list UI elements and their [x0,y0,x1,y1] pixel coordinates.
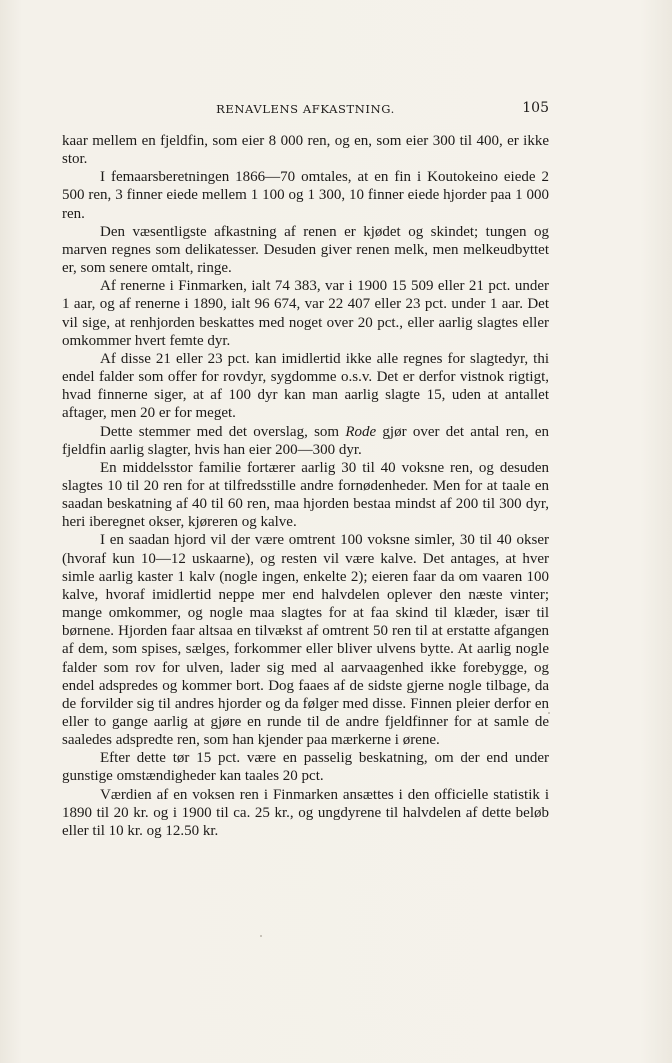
paragraph-6: Dette stemmer med det overslag, som Rode gjør over det antal ren, en fjeldfin aarlig slagter, hvis han eier 200—300 dyr. [62,423,549,458]
paragraph-9: Efter dette tør 15 pct. være en passelig beskatning, om der end under gunstige omstændigheder kan taales 20 pct. [62,750,549,785]
paper-speck [260,935,262,937]
paragraph-2: I femaarsberetningen 1866—70 omtales, at en fin i Koutokeino eiede 2 500 ren, 3 finner eiede mellem 1 100 og 1 300, 10 finner eiede hjorder paa 1 000 ren. [62,169,549,222]
author-name-rode: Rode [345,423,377,440]
paragraph-5: Af disse 21 eller 23 pct. kan imidlertid ikke alle regnes for slagtedyr, thi endel falder som offer for rovdyr, sygdomme o.s.v. Det er derfor vistnok rigtigt, hvad finnerne siger, at af 100 dyr kan man aarlig slagte 15, uden at antallet aftager, men 20 er for meget. [62,350,549,422]
paragraph-10: Værdien af en voksen ren i Finmarken ansættes i den officielle statistik i 1890 til 20 kr. og i 1900 til ca. 25 kr., og ungdyrene til halvdelen af dette beløb eller til 10 kr. og 12.50 kr. [62,786,549,839]
body-text [62,132,549,840]
page-number: 105 [522,100,549,116]
page-header [62,100,549,118]
paragraph-7: En middelsstor familie fortærer aarlig 30 til 40 voksne ren, og desuden slagtes 10 til 20 ren for at tilfredsstille andre fornødenheder. Men for at taale en saadan beskatning af 40 til 60 ren, maa hjorden bestaa mindst af 200 til 300 dyr, heri iberegnet okser, kjøreren og kalve. [62,459,549,531]
paragraph-1: kaar mellem en fjeldfin, som eier 8 000 ren, og en, som eier 300 til 400, er ikke stor. [62,133,549,168]
paper-speck [548,712,550,714]
running-title: RENAVLENS AFKASTNING. [216,102,395,116]
paragraph-8: I en saadan hjord vil der være omtrent 100 voksne simler, 30 til 40 okser (hvoraf kun 10—12 uskaarne), og resten vil være kalve. Det antages, at hver simle aarlig kaster 1 kalv (nogle ingen, enkelte 2); eieren faar da om vaaren 100 kalve, hvoraf imidlertid neppe mer end halvdelen oplever den næste vinter; mange omkommer, og nogle maa slagtes for at faa skind til klæder, især til børnene. Hjorden faar altsaa en tilvækst af omtrent 50 ren til at erstatte afgangen af dem, som spises, sælges, forkommer eller bliver ulvens bytte. At aarlig nogle falder som rov for ulven, lader sig med al aarvaagenhed ikke forebygge, og endel adspredes og kommer bort. Dog faaes af de sidste gjerne nogle tilbage, da de forvilder sig til andres hjorder og da følger med disse. Finnen pleier derfor en eller to gange aarlig at gjøre en runde til de andre fjeldfinner for at samle de saaledes adspredte ren, som han kjender paa mærkerne i ørene. [62,532,549,749]
paragraph-4: Af renerne i Finmarken, ialt 74 383, var i 1900 15 509 eller 21 pct. under 1 aar, og af renerne i 1890, ialt 96 674, var 22 407 eller 23 pct. under 1 aar. Det vil sige, at renhjorden beskattes med noget over 20 pct., eller aarlig slagtes eller omkommer hvert femte dyr. [62,278,549,349]
paragraph-3: Den væsentligste afkastning af renen er kjødet og skindet; tungen og marven regnes som delikatesser. Desuden giver renen melk, men melkeudbyttet er, som senere omtalt, ringe. [62,223,549,277]
